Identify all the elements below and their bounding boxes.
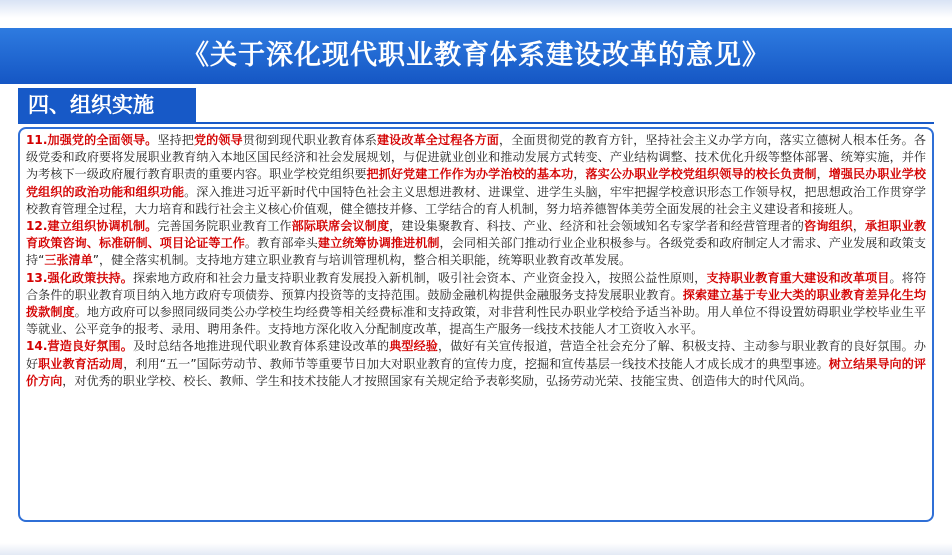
body-text: ， [816,167,829,182]
content-box [18,127,934,522]
body-text: 。深入推进习近平新时代中国特色社会主义思想进教材、进课堂、进学生头脑，牢牢把握学校意识形态工作领导权，把思想政治工作贯穿学校教育管理全过程，大力培育和践行社会主义核心价值观，健全德技并修、工学结合的育人机制，努力培养德智体美劳全面发展的社会主义建设者和接班人。 [26,184,926,216]
section-heading [18,88,196,122]
body-text: 。教育部牵头 [244,236,318,251]
highlighted-text: 承担职业教育政策咨询、标准研制、项目论证等工作 [26,219,926,251]
highlighted-text: 咨询组织 [804,219,853,234]
highlighted-text: 落实公办职业学校党组织领导的校长负责制 [585,167,817,182]
highlighted-text: 增强民办职业学校党组织的政治功能和组织功能 [26,167,926,199]
section-heading-text: 四、组织实施 [28,93,154,117]
highlighted-text: 典型经验 [389,339,438,354]
highlighted-text: 建立统筹协调推进机制 [317,236,440,251]
body-text: ，对优秀的职业学校、校长、教师、学生和技术技能人才按照国家有关规定给予表彰奖励，弘扬劳动光荣、技能宝贵、创造伟大的时代风尚。 [62,373,813,388]
bottom-decor-band [0,543,952,555]
body-text: 及时总结各地推进现代职业教育体系建设改革的 [132,339,390,354]
highlighted-text: 部际联席会议制度 [291,219,390,234]
body-text: ，做好有关宣传报道，营造全社会充分了解、积极支持、主动参与职业教育的良好氛围。办好 [26,339,926,371]
body-text: 坚持把 [157,133,194,147]
highlighted-text: 13.强化政策扶持。 [26,270,133,285]
paragraph-12 [26,218,926,270]
slide-title: 《关于深化现代职业教育体系建设改革的意见》 [182,40,770,71]
body-text: ，建设集聚教育、科技、产业、经济和社会领域知名专家学者和经营管理者的 [389,219,805,234]
paragraph-11 [26,132,926,218]
highlighted-text: 探索建立基于专业大类的职业教育差异化生均拨款制度 [26,287,926,320]
body-text: 探索地方政府和社会力量支持职业教育发展投入新机制，吸引社会资本、产业资金投入，按照公益性原则， [132,270,707,285]
paragraph-14 [26,338,926,390]
slide-title-bar [0,28,952,84]
body-text: 。将符合条件的职业教育项目纳入地方政府专项债券、预算内投资等的支持范围。鼓励金融机构提供金融服务支持发展职业教育。 [26,270,926,302]
body-text: ， [852,219,866,234]
highlighted-text: 把抓好党建工作作为办学治校的基本功 [366,167,574,182]
highlighted-text: 12.建立组织协调机制。 [26,219,158,234]
highlighted-text: 11.加强党的全面领导。 [26,133,158,147]
highlighted-text: 支持职业教育重大建设和改革项目 [706,270,890,285]
top-decor-band [0,0,952,18]
body-text: ，全面贯彻党的教育方针，坚持社会主义办学方向，落实立德树人根本任务。各级党委和政府要将发展职业教育纳入本地区国民经济和社会发展规划，与促进就业创业和推动发展方式转变、产业结构调整、技术优化升级等整体部署、统筹实施，并作为考核下一级政府履行教育职责的重要内容。职业学校党组织要 [26,133,926,182]
highlighted-text: 14.营造良好氛围。 [26,339,133,354]
paragraph-13 [26,270,926,339]
highlighted-text: 党的领导 [193,133,243,147]
highlighted-text: 三张清单 [44,253,93,268]
section-underline [18,122,934,124]
body-text: ”，健全落实机制。支持地方建立职业教育与培训管理机构，整合相关职能，统筹职业教育改革发展。 [92,253,632,268]
highlighted-text: 职业教育活动周 [38,356,124,371]
body-text: 。地方政府可以参照同级同类公办学校生均经费等相关经费标准和支持政策，对非营利性民办职业学校给予适当补助。用人单位不得设置妨碍职业学校毕业生平等就业、公平竞争的报考、录用、聘用条件。支持地方深化收入分配制度改革，提高生产服务一线技术技能人才工资收入水平。 [26,305,926,337]
body-text: ， [573,167,586,182]
body-text: ，会同相关部门推动行业企业积极参与。各级党委和政府制定人才需求、产业发展和政策支持“ [26,236,926,268]
body-text: ，利用“五一”国际劳动节、教师节等重要节日加大对职业教育的宣传力度，挖掘和宣传基层一线技术技能人才成长成才的典型事迹。 [123,356,829,371]
highlighted-text: 树立结果导向的评价方向 [26,356,926,388]
body-text: 完善国务院职业教育工作 [157,219,292,234]
body-text: 贯彻到现代职业教育体系 [242,133,377,147]
highlighted-text: 建设改革全过程各方面 [376,133,499,147]
